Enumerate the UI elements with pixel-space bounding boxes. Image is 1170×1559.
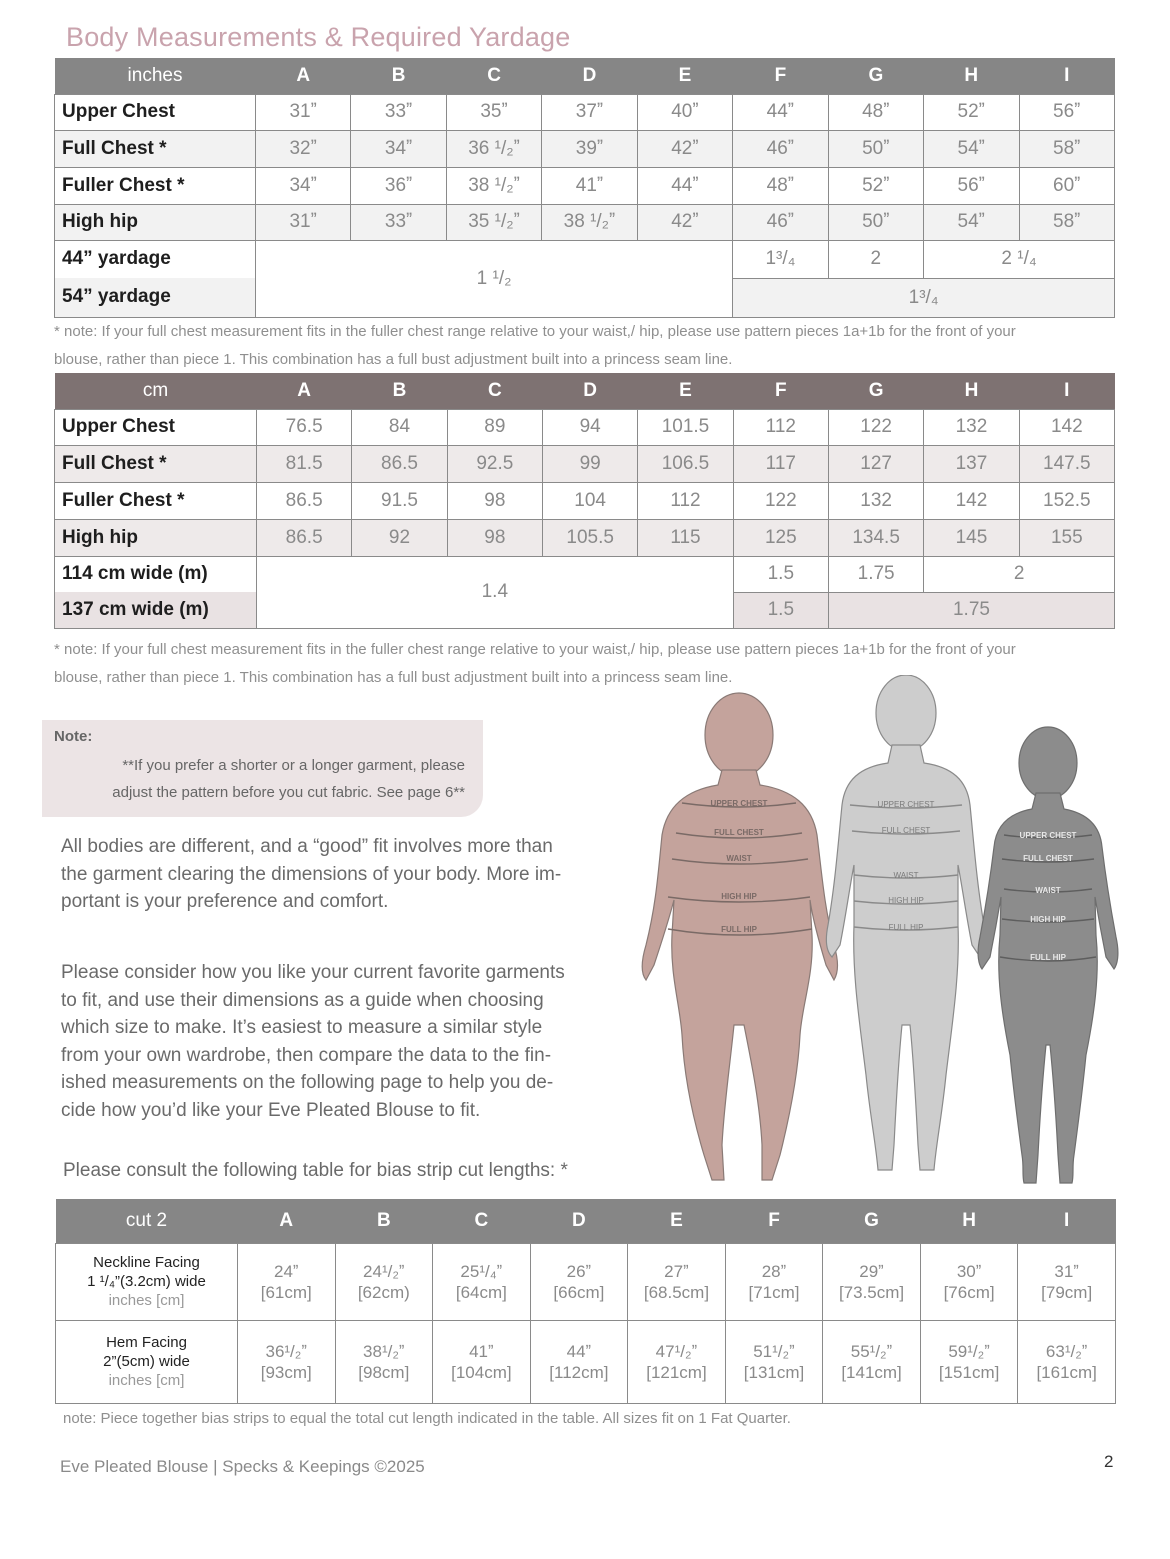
measure-cell: 44ˮ <box>637 167 732 204</box>
text-line: which size to make. It’s easiest to measure a similar style <box>61 1017 543 1039</box>
measure-cell: 44ˮ <box>733 94 828 130</box>
cut-cm: [131cm] <box>743 1362 805 1382</box>
cut-inch: 44ˮ <box>566 1341 592 1361</box>
measure-cell: 50ˮ <box>828 130 923 167</box>
measure-cell: 41ˮ <box>542 167 637 204</box>
figure-label: UPPER CHEST <box>877 800 935 809</box>
cut-cm: [73.5cm] <box>838 1282 905 1302</box>
measure-cell: 147.5 <box>1019 445 1114 482</box>
figure-label: UPPER CHEST <box>1019 831 1077 840</box>
table-row <box>56 1243 1116 1320</box>
unit-label: cut 2 <box>56 1199 238 1243</box>
size-header: H <box>924 58 1019 94</box>
measure-cell: 36ˮ <box>351 167 446 204</box>
measure-cell: 134.5 <box>828 519 923 556</box>
cut-cell <box>433 1320 531 1403</box>
cut-cell <box>238 1243 336 1320</box>
size-header: I <box>1019 373 1114 409</box>
row-label: Fuller Chest * <box>55 167 256 204</box>
size-header: G <box>828 58 923 94</box>
page-title: Body Measurements & Required Yardage <box>66 22 571 52</box>
size-header: C <box>433 1199 531 1243</box>
size-header: C <box>446 58 541 94</box>
cut-cm: [76cm] <box>943 1282 995 1302</box>
inches-note <box>54 318 1094 373</box>
measure-cell: 35 ¹/₂ˮ <box>446 204 541 240</box>
yardage-row <box>55 240 1115 278</box>
size-header: I <box>1019 58 1115 94</box>
measure-cell: 52ˮ <box>828 167 923 204</box>
measure-cell: 46ˮ <box>733 204 828 240</box>
size-header: D <box>542 58 637 94</box>
measure-cell: 33ˮ <box>351 94 446 130</box>
measure-cell: 104 <box>542 482 637 519</box>
cut-inch: 28ˮ <box>761 1261 787 1281</box>
figure-label: WAIST <box>1035 886 1061 895</box>
measure-cell: 34ˮ <box>351 130 446 167</box>
cut-cell <box>725 1320 823 1403</box>
figure-plus-size <box>642 693 837 1180</box>
cut-inch: 27ˮ <box>664 1261 689 1281</box>
facing-name: Neckline Facing <box>93 1254 200 1271</box>
cut-inch: 59¹/₂ˮ <box>948 1341 990 1361</box>
measure-cell: 99 <box>542 445 637 482</box>
measure-cell: 92.5 <box>447 445 542 482</box>
table-row <box>55 519 1115 556</box>
note-line: blouse, rather than piece 1. This combination has a full bust adjustment built into a princess seam line. <box>54 668 733 686</box>
figure-label: FULL HIP <box>721 925 757 934</box>
note-label: Note: <box>54 728 93 745</box>
size-header: D <box>530 1199 628 1243</box>
table-row <box>55 130 1115 167</box>
row-label: 44” yardage <box>55 240 256 278</box>
note-text <box>45 752 465 806</box>
size-header: G <box>823 1199 921 1243</box>
bias-table-heading: Please consult the following table for bias strip cut lengths: * <box>63 1160 568 1181</box>
figure-label: HIGH HIP <box>888 896 924 905</box>
text-line: portant is your preference and comfort. <box>61 891 389 913</box>
measure-cell: 86.5 <box>257 519 352 556</box>
text-line: All bodies are different, and a “good” fit involves more than <box>61 836 553 857</box>
bias-note: note: Piece together bias strips to equal the total cut length indicated in the table. All sizes fit on 1 Fat Quarter. <box>63 1410 791 1427</box>
size-header: E <box>637 58 732 94</box>
size-header: F <box>733 373 828 409</box>
facing-unit: inches [cm] <box>108 1292 185 1309</box>
text-line: cide how you’d like your Eve Pleated Blouse to fit. <box>61 1099 481 1121</box>
bias-header-row <box>56 1199 1116 1243</box>
size-header: A <box>256 58 351 94</box>
note-line: * note: If your full chest measurement fits in the fuller chest range relative to your waist,/ hip, please use pattern pieces 1a+1b for the front of your <box>54 641 1016 658</box>
size-header: B <box>335 1199 433 1243</box>
yardage-cell: 1.5 <box>733 556 828 592</box>
yardage-cell: 1 ¹/₂ <box>256 240 733 317</box>
cut-cm: [98cm] <box>358 1362 410 1382</box>
bias-strip-table <box>55 1199 1116 1404</box>
cut-inch: 31ˮ <box>1054 1261 1079 1281</box>
measure-cell: 33ˮ <box>351 204 446 240</box>
figure-label: FULL HIP <box>888 923 924 932</box>
wardrobe-paragraph <box>61 959 591 1125</box>
measure-cell: 132 <box>924 409 1019 445</box>
size-header: B <box>352 373 447 409</box>
measure-cell: 58ˮ <box>1019 130 1115 167</box>
row-label <box>56 1243 238 1320</box>
measure-cell: 35ˮ <box>446 94 541 130</box>
measure-cell: 48ˮ <box>733 167 828 204</box>
measure-cell: 98 <box>447 482 542 519</box>
cut-inch: 63¹/₂ˮ <box>1045 1341 1088 1361</box>
measure-cell: 122 <box>733 482 828 519</box>
cut-cm: [121cm] <box>646 1362 707 1382</box>
size-header: E <box>628 1199 726 1243</box>
cut-cm: [62cm) <box>357 1282 410 1302</box>
measure-cell: 98 <box>447 519 542 556</box>
measure-cell: 122 <box>828 409 923 445</box>
measure-cell: 40ˮ <box>637 94 732 130</box>
cut-inch: 41ˮ <box>469 1341 494 1361</box>
measure-cell: 56ˮ <box>1019 94 1115 130</box>
row-label: Fuller Chest * <box>55 482 257 519</box>
cut-cell <box>335 1320 433 1403</box>
cut-inch: 36¹/₂ˮ <box>265 1341 308 1361</box>
figure-label: FULL CHEST <box>881 826 931 835</box>
text-line: ished measurements on the following page to help you de- <box>61 1072 554 1094</box>
measure-cell: 112 <box>638 482 733 519</box>
size-header: F <box>733 58 828 94</box>
cut-inch: 29ˮ <box>859 1261 884 1281</box>
measure-cell: 60ˮ <box>1019 167 1115 204</box>
cut-cm: [68.5cm] <box>643 1282 710 1302</box>
size-header: G <box>828 373 923 409</box>
figure-label: HIGH HIP <box>721 892 757 901</box>
measure-cell: 106.5 <box>638 445 733 482</box>
note-line: **If you prefer a shorter or a longer garment, please <box>122 757 465 774</box>
row-label: Full Chest * <box>55 130 256 167</box>
cut-cm: [93cm] <box>260 1362 312 1382</box>
cut-cell <box>1018 1320 1116 1403</box>
yardage-cell: 2 <box>924 556 1115 592</box>
row-label: Upper Chest <box>55 409 257 445</box>
cut-inch: 55¹/₂ˮ <box>850 1341 893 1361</box>
size-header: H <box>920 1199 1018 1243</box>
table-row <box>56 1320 1116 1403</box>
cut-cell <box>628 1243 726 1320</box>
size-header: A <box>257 373 352 409</box>
text-line: from your own wardrobe, then compare the data to the fin- <box>61 1044 552 1066</box>
size-header: C <box>447 373 542 409</box>
row-label: High hip <box>55 519 257 556</box>
row-label: Full Chest * <box>55 445 257 482</box>
figure-label: FULL HIP <box>1030 953 1066 962</box>
note-line: * note: If your full chest measurement fits in the fuller chest range relative to your waist,/ hip, please use pattern pieces 1a+1b for the front of your <box>54 323 1016 340</box>
inches-header-row <box>55 58 1115 94</box>
cut-inch: 38¹/₂ˮ <box>363 1341 405 1361</box>
text-line: Please consider how you like your current favorite garments <box>61 962 565 983</box>
table-row <box>55 445 1115 482</box>
figure-label: WAIST <box>893 871 919 880</box>
cut-inch: 24¹/₂ˮ <box>363 1261 405 1281</box>
cut-cm: [66cm] <box>553 1282 605 1302</box>
measure-cell: 56ˮ <box>924 167 1019 204</box>
cut-cm: [64cm] <box>455 1282 507 1302</box>
cut-cm: [79cm] <box>1041 1282 1093 1302</box>
measure-cell: 39ˮ <box>542 130 637 167</box>
size-header: E <box>638 373 733 409</box>
cut-cell <box>530 1243 628 1320</box>
fit-paragraph <box>61 833 591 916</box>
measure-cell: 142 <box>924 482 1019 519</box>
cut-cm: [161cm] <box>1036 1362 1097 1382</box>
measure-cell: 86.5 <box>257 482 352 519</box>
measure-cell: 91.5 <box>352 482 447 519</box>
size-header: F <box>725 1199 823 1243</box>
size-header: B <box>351 58 446 94</box>
text-line: the garment clearing the dimensions of your body. More im- <box>61 863 562 885</box>
yardage-cell: 1³/₄ <box>733 240 828 278</box>
cut-cell <box>823 1320 921 1403</box>
figure-label: UPPER CHEST <box>710 799 768 808</box>
measure-cell: 152.5 <box>1019 482 1114 519</box>
facing-width: 1 ¹/₄”(3.2cm) wide <box>87 1273 206 1290</box>
measure-cell: 117 <box>733 445 828 482</box>
unit-label: inches <box>55 58 256 94</box>
cut-cm: [151cm] <box>938 1362 1000 1382</box>
row-label: Upper Chest <box>55 94 256 130</box>
cm-size-table <box>54 373 1115 629</box>
measure-cell: 86.5 <box>352 445 447 482</box>
measure-cell: 125 <box>733 519 828 556</box>
cut-inch: 47¹/₂ˮ <box>655 1341 698 1361</box>
row-label: 54” yardage <box>55 278 256 317</box>
cut-cell <box>725 1243 823 1320</box>
table-row <box>55 409 1115 445</box>
measure-cell: 89 <box>447 409 542 445</box>
cut-cell <box>1018 1243 1116 1320</box>
figure-label: HIGH HIP <box>1030 915 1066 924</box>
yardage-row <box>55 556 1115 592</box>
yardage-cell: 1³/₄ <box>733 278 1115 317</box>
measure-cell: 48ˮ <box>828 94 923 130</box>
cut-cell <box>238 1320 336 1403</box>
footer-credit: Eve Pleated Blouse | Specks & Keepings ©2025 <box>60 1457 425 1476</box>
measure-cell: 36 ¹/₂ˮ <box>446 130 541 167</box>
measure-cell: 58ˮ <box>1019 204 1115 240</box>
yardage-cell: 1.75 <box>828 556 923 592</box>
yardage-cell: 1.4 <box>257 556 734 628</box>
measure-cell: 34ˮ <box>256 167 351 204</box>
size-header: A <box>238 1199 336 1243</box>
cut-inch: 30ˮ <box>956 1261 982 1281</box>
measure-cell: 127 <box>828 445 923 482</box>
cut-cm: [112cm] <box>549 1362 609 1382</box>
measure-cell: 105.5 <box>542 519 637 556</box>
figure-label: FULL CHEST <box>1023 854 1073 863</box>
measure-cell: 81.5 <box>257 445 352 482</box>
cut-inch: 24ˮ <box>273 1261 299 1281</box>
row-label: High hip <box>55 204 256 240</box>
figure-label: FULL CHEST <box>714 828 764 837</box>
measure-cell: 137 <box>924 445 1019 482</box>
facing-width: 2”(5cm) wide <box>103 1353 190 1370</box>
facing-unit: inches [cm] <box>108 1372 185 1389</box>
measure-cell: 101.5 <box>638 409 733 445</box>
cut-cell <box>920 1243 1018 1320</box>
measure-cell: 145 <box>924 519 1019 556</box>
measure-cell: 76.5 <box>257 409 352 445</box>
yardage-cell: 1.5 <box>733 592 828 628</box>
measure-cell: 155 <box>1019 519 1114 556</box>
measure-cell: 92 <box>352 519 447 556</box>
unit-label: cm <box>55 373 257 409</box>
table-row <box>55 204 1115 240</box>
measure-cell: 52ˮ <box>924 94 1019 130</box>
body-figures-illustration <box>612 675 1132 1195</box>
measure-cell: 46ˮ <box>733 130 828 167</box>
cut-cell <box>335 1243 433 1320</box>
cut-cm: [71cm] <box>748 1282 800 1302</box>
table-row <box>55 482 1115 519</box>
measure-cell: 115 <box>638 519 733 556</box>
measure-cell: 37ˮ <box>542 94 637 130</box>
measure-cell: 42ˮ <box>637 204 732 240</box>
cut-cm: [141cm] <box>841 1362 902 1382</box>
cut-inch: 25¹/₄ˮ <box>460 1261 503 1281</box>
row-label: 114 cm wide (m) <box>55 556 257 592</box>
note-line: adjust the pattern before you cut fabric. See page 6** <box>112 784 465 801</box>
yardage-cell: 1.75 <box>828 592 1114 628</box>
row-label <box>56 1320 238 1403</box>
text-line: to fit, and use their dimensions as a guide when choosing <box>61 989 544 1011</box>
yardage-cell: 2 <box>828 240 923 278</box>
cut-cell <box>433 1243 531 1320</box>
cut-inch: 51¹/₂ˮ <box>753 1341 795 1361</box>
length-note-box <box>42 720 483 817</box>
measure-cell: 50ˮ <box>828 204 923 240</box>
row-label: 137 cm wide (m) <box>55 592 257 628</box>
cut-cm: [61cm] <box>260 1282 312 1302</box>
measure-cell: 84 <box>352 409 447 445</box>
cut-cell <box>920 1320 1018 1403</box>
figure-label: WAIST <box>726 854 752 863</box>
measure-cell: 54ˮ <box>924 130 1019 167</box>
table-row <box>55 94 1115 130</box>
measure-cell: 31ˮ <box>256 94 351 130</box>
measure-cell: 42ˮ <box>637 130 732 167</box>
table-row <box>55 167 1115 204</box>
page-number: 2 <box>1104 1452 1114 1471</box>
inches-size-table <box>54 58 1115 318</box>
measure-cell: 132 <box>828 482 923 519</box>
measure-cell: 38 ¹/₂ˮ <box>446 167 541 204</box>
cut-cell <box>530 1320 628 1403</box>
measure-cell: 38 ¹/₂ˮ <box>542 204 637 240</box>
yardage-cell: 2 ¹/₄ <box>924 240 1115 278</box>
measure-cell: 54ˮ <box>924 204 1019 240</box>
measure-cell: 32ˮ <box>256 130 351 167</box>
facing-name: Hem Facing <box>106 1334 187 1351</box>
measure-cell: 142 <box>1019 409 1114 445</box>
cut-inch: 26ˮ <box>566 1261 592 1281</box>
size-header: I <box>1018 1199 1116 1243</box>
measure-cell: 94 <box>542 409 637 445</box>
cut-cm: [104cm] <box>451 1362 512 1382</box>
measure-cell: 31ˮ <box>256 204 351 240</box>
size-header: D <box>542 373 637 409</box>
cut-cell <box>823 1243 921 1320</box>
size-header: H <box>924 373 1019 409</box>
measure-cell: 112 <box>733 409 828 445</box>
cut-cell <box>628 1320 726 1403</box>
cm-header-row <box>55 373 1115 409</box>
note-line: blouse, rather than piece 1. This combination has a full bust adjustment built into a princess seam line. <box>54 350 733 368</box>
